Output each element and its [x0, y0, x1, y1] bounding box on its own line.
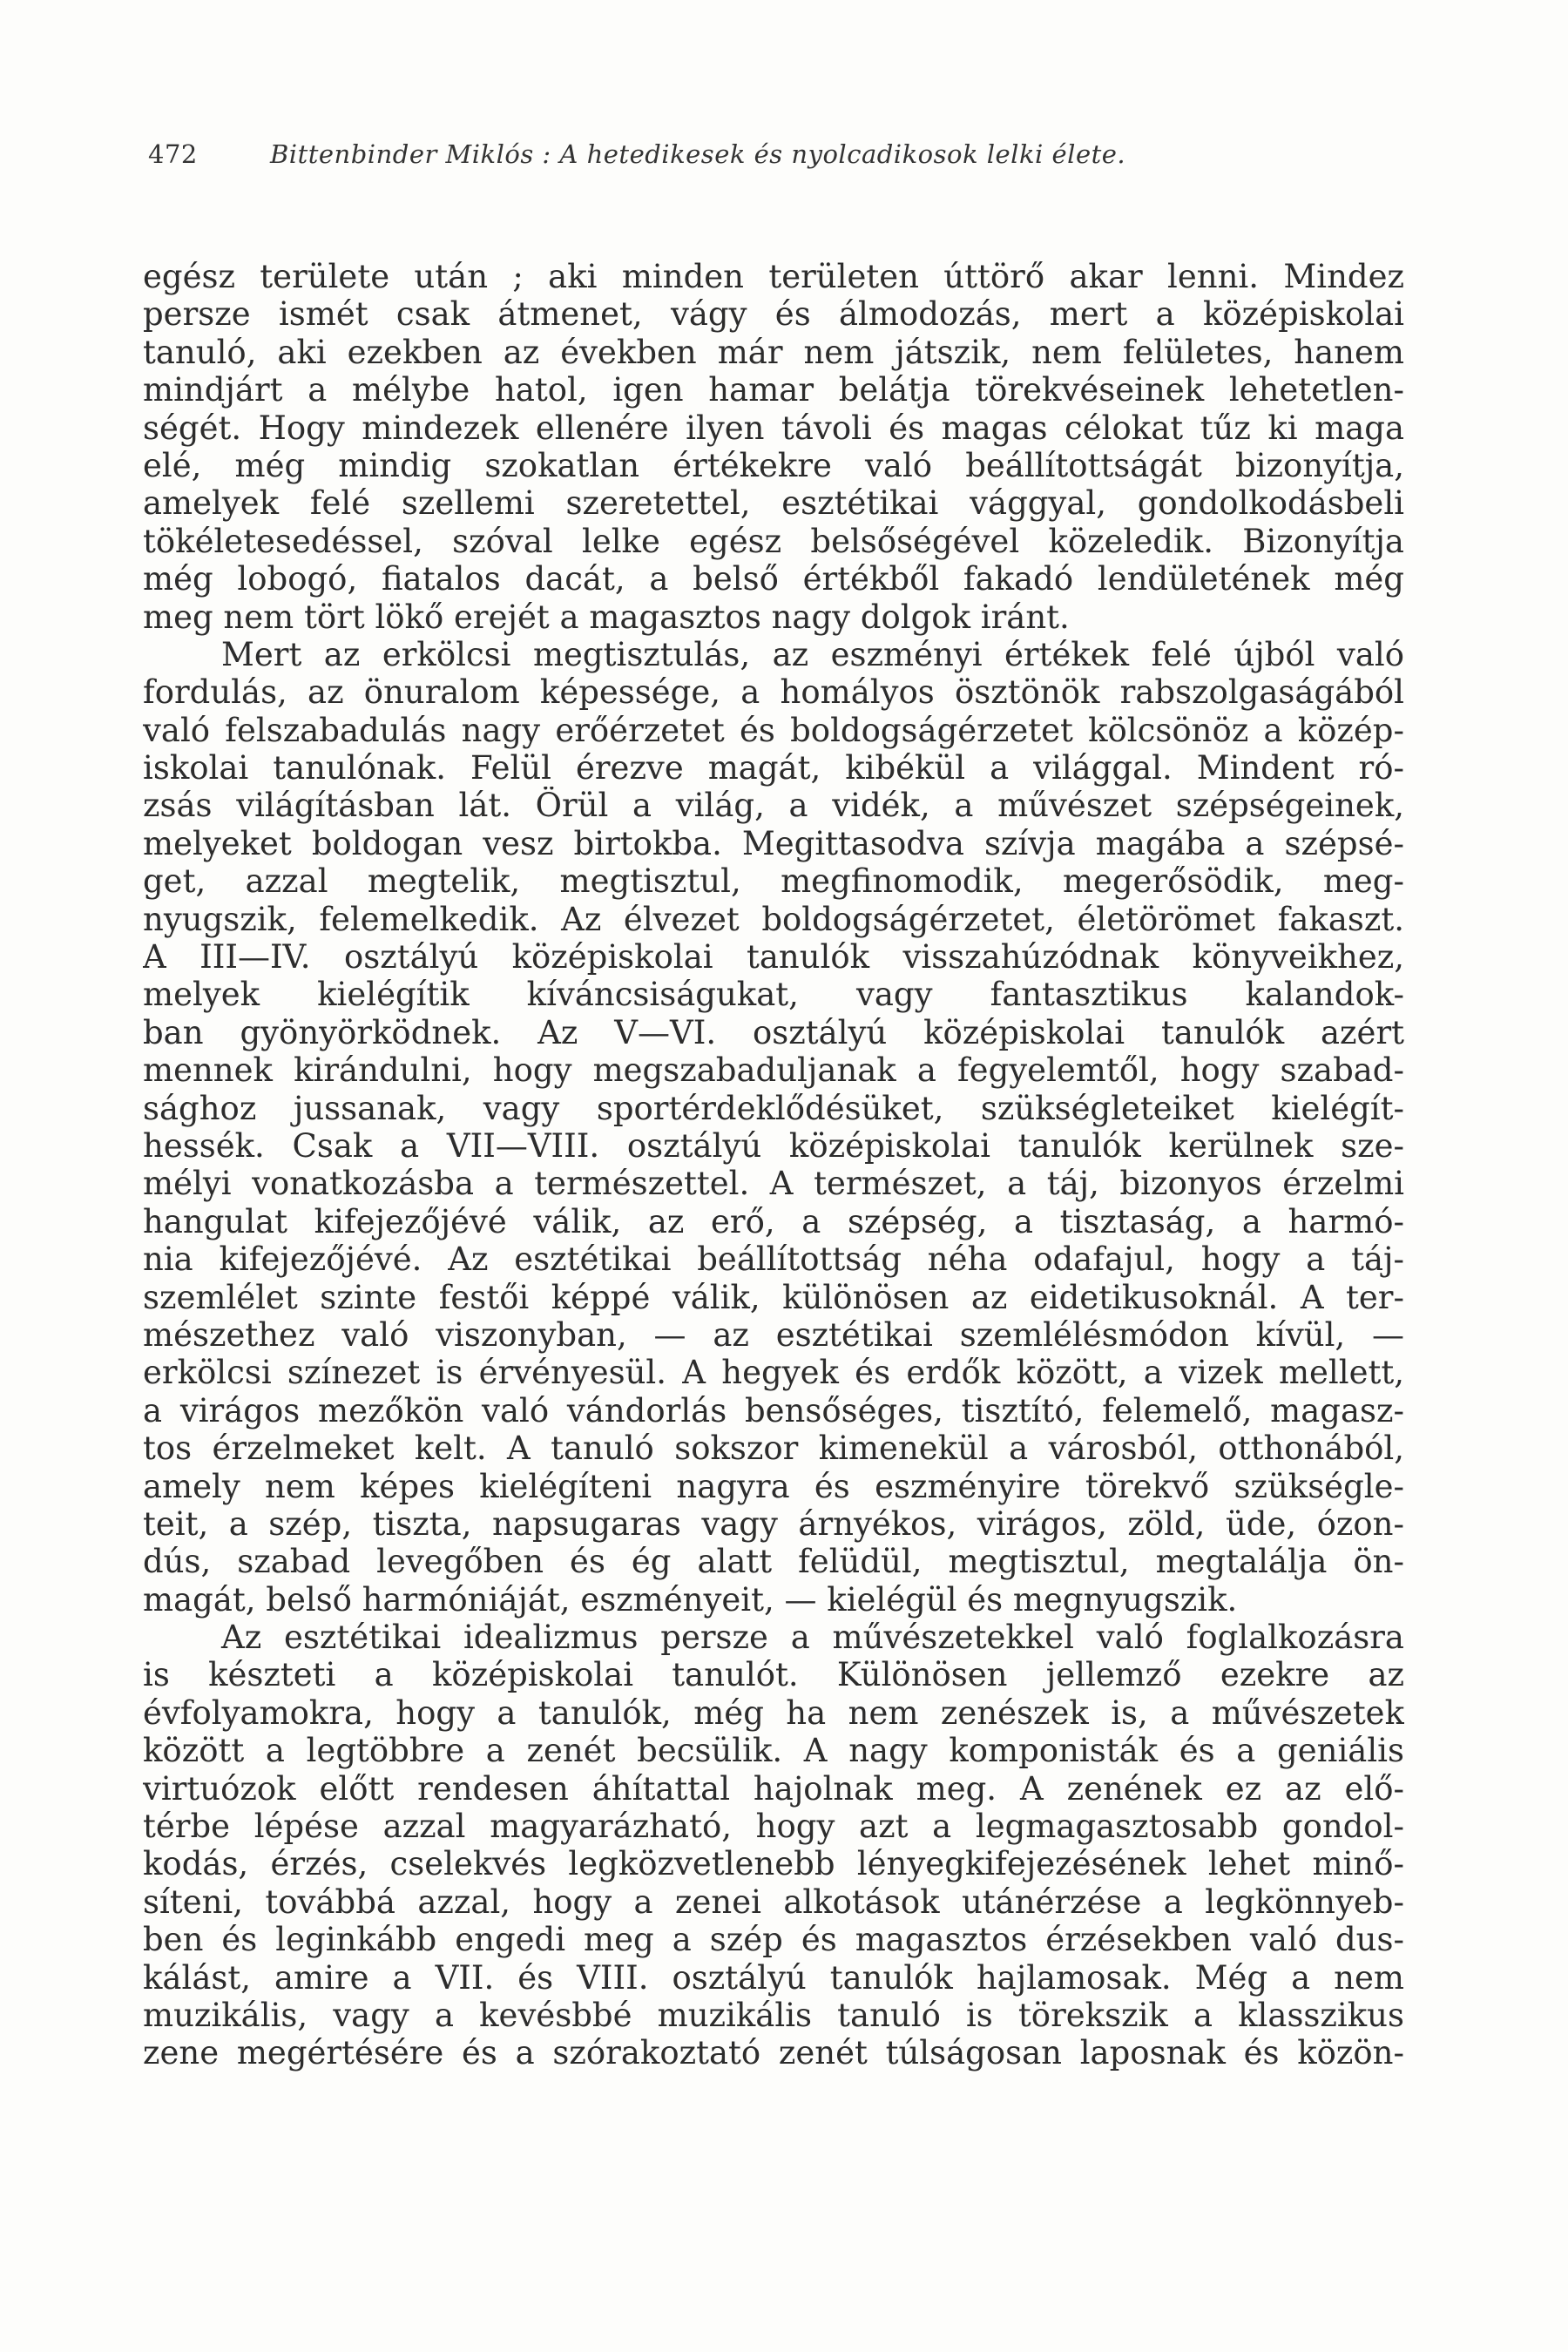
text-line: ban gyönyörködnek. Az V—VI. osztályú középiskolai tanulók azért [143, 1013, 1404, 1051]
text-line: térbe lépése azzal magyarázható, hogy azt a legmagasztosabb gondol- [143, 1808, 1404, 1846]
text-line: erkölcsi színezet is érvényesül. A hegyek és erdők között, a vizek mellett, [143, 1354, 1404, 1392]
text-line: amely nem képes kielégíteni nagyra és eszményire törekvő szükségle- [143, 1467, 1404, 1505]
text-line: tos érzelmeket kelt. A tanuló sokszor kimenekül a városból, otthonából, [143, 1429, 1404, 1468]
text-line: fordulás, az önuralom képessége, a homályos ösztönök rabszolgaságából [143, 673, 1404, 712]
running-header [148, 139, 1411, 174]
text-line: való felszabadulás nagy erőérzetet és boldogságérzetet kölcsönöz a közép- [143, 711, 1404, 749]
text-line: tökéletesedéssel, szóval lelke egész belsőségével közeledik. Bizonyítja [143, 522, 1404, 560]
text-line: elé, még mindig szokatlan értékekre való beállítottságát bizonyítja, [143, 446, 1404, 484]
text-line: nyugszik, felemelkedik. Az élvezet boldogságérzetet, életörömet fakaszt. [143, 900, 1404, 938]
text-line: dús, szabad levegőben és ég alatt felüdül, megtisztul, megtalálja ön- [143, 1543, 1404, 1581]
text-line: egész területe után ; aki minden területen úttörő akar lenni. Mindez [143, 258, 1404, 295]
text-line: még lobogó, fiatalos dacát, a belső értékből fakadó lendületének még [143, 560, 1404, 598]
text-line: hangulat kifejezőjévé válik, az erő, a szépség, a tisztaság, a harmó- [143, 1202, 1404, 1240]
paragraph-end-line: meg nem tört lökő erejét a magasztos nagy dolgok iránt. [143, 598, 1070, 636]
text-line: között a legtöbbre a zenét becsülik. A nagy komponisták és a geniális [143, 1732, 1404, 1770]
text-line: évfolyamokra, hogy a tanulók, még ha nem zenészek is, a művészetek [143, 1693, 1404, 1732]
paragraph-start-line: Mert az erkölcsi megtisztulás, az eszményi értékek felé újból való [221, 635, 1404, 673]
text-line: kodás, érzés, cselekvés legközvetlenebb lényegkifejezésének lehet minő- [143, 1845, 1404, 1883]
text-line: hessék. Csak a VII—VIII. osztályú középiskolai tanulók kerülnek sze- [143, 1126, 1404, 1165]
text-line: mennek kirándulni, hogy megszabaduljanak a fegyelemtől, hogy szabad- [143, 1051, 1404, 1090]
text-line: szemlélet szinte festői képpé válik, különösen az eidetikusoknál. A ter- [143, 1278, 1404, 1316]
running-title: Bittenbinder Miklós : A hetedikesek és nyolcadikosok lelki élete. [270, 139, 1126, 169]
text-line: melyek kielégítik kíváncsiságukat, vagy fantasztikus kalandok- [143, 976, 1404, 1014]
text-line: muzikális, vagy a kevésbbé muzikális tanuló is törekszik a klasszikus [143, 1996, 1404, 2034]
text-line: get, azzal megtelik, megtisztul, megfinomodik, megerősödik, meg- [143, 862, 1404, 901]
text-line: nia kifejezőjévé. Az esztétikai beállítottság néha odafajul, hogy a táj- [143, 1240, 1404, 1279]
text-line: zene megértésére és a szórakoztató zenét túlságosan laposnak és közön- [143, 2034, 1404, 2072]
text-line: mészethez való viszonyban, — az esztétikai szemlélésmódon kívül, — [143, 1315, 1404, 1354]
text-line: zsás világításban lát. Örül a világ, a vidék, a művészet szépségeinek, [143, 787, 1404, 825]
text-line: tanuló, aki ezekben az években már nem játszik, nem felületes, hanem [143, 333, 1404, 371]
text-line: A III—IV. osztályú középiskolai tanulók visszahúzódnak könyveikhez, [143, 938, 1404, 977]
text-line: amelyek felé szellemi szeretettel, esztétikai vággyal, gondolkodásbeli [143, 484, 1404, 523]
text-line: melyeket boldogan vesz birtokba. Megittasodva szívja magába a szépsé- [143, 824, 1404, 862]
text-line: mélyi vonatkozásba a természettel. A természet, a táj, bizonyos érzelmi [143, 1165, 1404, 1203]
text-line: síteni, továbbá azzal, hogy a zenei alkotások utánérzése a legkönnyeb- [143, 1882, 1404, 1921]
text-line: is készteti a középiskolai tanulót. Különösen jellemző ezekre az [143, 1656, 1404, 1694]
text-line: ben és leginkább engedi meg a szép és magasztos érzésekben való dus- [143, 1921, 1404, 1959]
text-line: teit, a szép, tiszta, napsugaras vagy árnyékos, virágos, zöld, üde, ózon- [143, 1504, 1404, 1543]
paragraph-end-line: magát, belső harmóniáját, eszményeit, — kielégül és megnyugszik. [143, 1580, 1238, 1619]
text-line: a virágos mezőkön való vándorlás bensőséges, tisztító, felemelő, magasz- [143, 1391, 1404, 1429]
page-number: 472 [148, 139, 198, 169]
text-line: virtuózok előtt rendesen áhítattal hajolnak meg. A zenének ez az elő- [143, 1769, 1404, 1808]
text-line: ségét. Hogy mindezek ellenére ilyen távoli és magas célokat tűz ki maga [143, 409, 1404, 447]
paragraph-start-line: Az esztétikai idealizmus persze a művészetekkel való foglalkozásra [221, 1619, 1404, 1657]
text-line: kálást, amire a VII. és VIII. osztályú tanulók hajlamosak. Még a nem [143, 1958, 1404, 1997]
text-line: mindjárt a mélybe hatol, igen hamar belátja törekvéseinek lehetetlen- [143, 371, 1404, 409]
text-line: sághoz jussanak, vagy sportérdeklődésüket, szükségleteiket kielégít- [143, 1089, 1404, 1127]
body-text [143, 258, 1404, 2072]
text-line: persze ismét csak átmenet, vágy és álmodozás, mert a középiskolai [143, 295, 1404, 334]
text-line: iskolai tanulónak. Felül érezve magát, kibékül a világgal. Mindent ró- [143, 749, 1404, 787]
